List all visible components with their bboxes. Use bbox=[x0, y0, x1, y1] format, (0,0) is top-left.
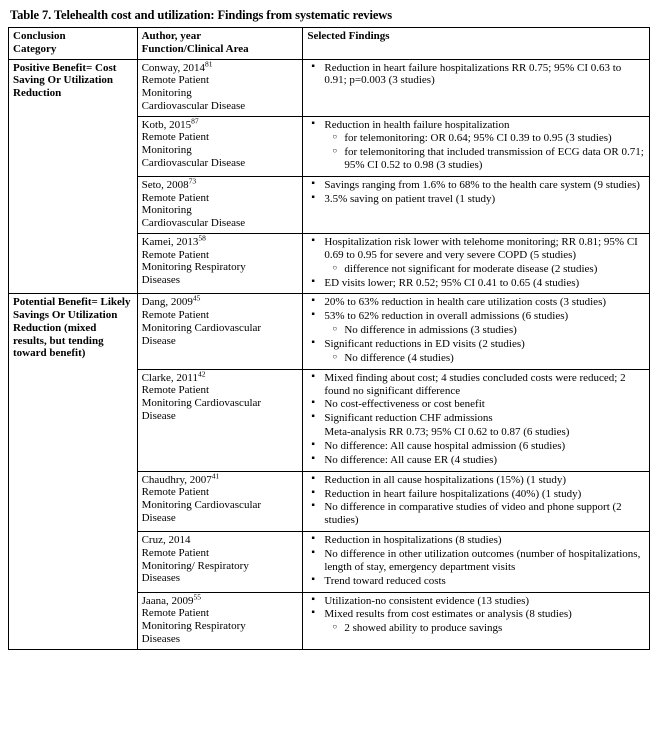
reference-superscript: 73 bbox=[188, 176, 197, 186]
findings-list bbox=[307, 372, 645, 467]
author-study-cell bbox=[137, 592, 303, 649]
author-study-cell bbox=[137, 369, 303, 471]
header-row bbox=[9, 28, 650, 60]
finding-item: ▪ Reduction in health failure hospitalization bbox=[324, 119, 645, 132]
author-detail-line: Remote Patient bbox=[141, 607, 210, 620]
findings-list bbox=[307, 534, 645, 587]
author-detail-line: Monitoring Cardiovascular bbox=[141, 397, 262, 410]
author-detail-line: Remote Patient bbox=[141, 486, 210, 499]
finding-item: ▪ 3.5% saving on patient travel (1 study) bbox=[324, 193, 645, 206]
findings-list bbox=[307, 62, 645, 88]
finding-sub-item: ○ difference not significant for moderate disease (2 studies) bbox=[344, 263, 645, 276]
author-name: Jaana, 2009 bbox=[141, 594, 194, 607]
author-detail-line: Cardiovascular Disease bbox=[141, 156, 246, 169]
finding-item: ▪ Savings ranging from 1.6% to 68% to the health care system (9 studies) bbox=[324, 179, 645, 192]
reference-superscript: 41 bbox=[211, 471, 220, 481]
finding-item: ▪ No difference: All cause ER (4 studies) bbox=[324, 454, 645, 467]
selected-findings-cell bbox=[303, 532, 650, 592]
finding-item: ▪ Hospitalization risk lower with telehome monitoring; RR 0.81; 95% CI 0.69 to 0.95 for severe and very severe COPD (5 studies) bbox=[324, 236, 645, 262]
findings-sublist bbox=[324, 622, 645, 635]
reference-superscript: 45 bbox=[192, 293, 201, 303]
author-detail-line: Diseases bbox=[141, 632, 181, 645]
author-detail-line: Remote Patient bbox=[141, 131, 210, 144]
author-name: Clarke, 2011 bbox=[141, 371, 199, 384]
author-detail-line: Remote Patient bbox=[141, 384, 210, 397]
author-study-cell bbox=[137, 532, 303, 592]
finding-sub-item: ○ for telemonitoring: OR 0.64; 95% CI 0.39 to 0.95 (3 studies) bbox=[344, 132, 645, 145]
author-study-cell bbox=[137, 294, 303, 369]
author-detail-line: Monitoring Respiratory bbox=[141, 620, 246, 633]
selected-findings-cell bbox=[303, 369, 650, 471]
finding-item: ▪ Significant reduction CHF admissions bbox=[324, 412, 645, 425]
findings-sublist bbox=[324, 324, 645, 337]
finding-item: ▪ Significant reductions in ED visits (2 studies) bbox=[324, 338, 645, 351]
reference-superscript: 58 bbox=[198, 233, 206, 243]
author-name: Cruz, 2014 bbox=[141, 534, 191, 547]
table-row bbox=[9, 294, 650, 369]
author-detail-line: Remote Patient bbox=[141, 74, 210, 87]
selected-findings-cell bbox=[303, 294, 650, 369]
findings-sublist bbox=[324, 132, 645, 172]
findings-list bbox=[307, 296, 645, 364]
conclusion-category-cell: Potential Benefit= Likely Savings Or Utilization Reduction (mixed results, but tending toward benefit) bbox=[9, 294, 138, 649]
author-detail-line: Disease bbox=[141, 334, 176, 347]
author-detail-line: Monitoring Respiratory bbox=[141, 261, 246, 274]
findings-list bbox=[307, 595, 645, 636]
telehealth-findings-table bbox=[8, 27, 650, 650]
conclusion-category-cell: Positive Benefit= Cost Saving Or Utilization Reduction bbox=[9, 59, 138, 294]
header-author-line2: Function/Clinical Area bbox=[141, 42, 249, 55]
reference-superscript: 81 bbox=[205, 58, 213, 68]
author-study-cell bbox=[137, 176, 303, 233]
finding-item: ▪ 53% to 62% reduction in overall admissions (6 studies) bbox=[324, 310, 645, 323]
finding-item: ▪ Reduction in heart failure hospitalizations RR 0.75; 95% CI 0.63 to 0.91; p=0.003 (3 studies) bbox=[324, 62, 645, 88]
finding-item: ▪ No difference: All cause hospital admission (6 studies) bbox=[324, 440, 645, 453]
author-detail-line: Diseases bbox=[141, 274, 181, 287]
findings-list bbox=[307, 474, 645, 527]
finding-item: ▪ ED visits lower; RR 0.52; 95% CI 0.41 to 0.65 (4 studies) bbox=[324, 277, 645, 290]
finding-item: ▪ Utilization-no consistent evidence (13 studies) bbox=[324, 595, 645, 608]
finding-item: ▪ No difference in comparative studies of video and phone support (2 studies) bbox=[324, 501, 645, 527]
author-detail-line: Remote Patient bbox=[141, 546, 210, 559]
author-study-cell bbox=[137, 59, 303, 116]
author-detail-line: Remote Patient bbox=[141, 248, 210, 261]
finding-sub-item: ○ No difference (4 studies) bbox=[344, 352, 645, 365]
author-study-cell bbox=[137, 471, 303, 531]
finding-sub-item: ○ 2 showed ability to produce savings bbox=[344, 622, 645, 635]
author-study-cell bbox=[137, 233, 303, 293]
header-selected-findings bbox=[303, 28, 650, 60]
finding-item: ▪ 20% to 63% reduction in health care utilization costs (3 studies) bbox=[324, 296, 645, 309]
author-detail-line: Monitoring bbox=[141, 204, 192, 217]
author-detail-line: Monitoring/ Respiratory bbox=[141, 559, 249, 572]
finding-item: ▪ Mixed finding about cost; 4 studies concluded costs were reduced; 2 found no significant difference bbox=[324, 372, 645, 398]
finding-item: ▪ Mixed results from cost estimates or analysis (8 studies) bbox=[324, 608, 645, 621]
finding-item: ▪ No difference in other utilization outcomes (number of hospitalizations, length of stay, emergency department visits bbox=[324, 548, 645, 574]
author-detail-line: Monitoring Cardiovascular bbox=[141, 499, 262, 512]
author-study-cell bbox=[137, 116, 303, 176]
selected-findings-cell bbox=[303, 176, 650, 233]
author-name: Kamei, 2013 bbox=[141, 235, 199, 248]
header-conclusion-line2: Category bbox=[13, 42, 57, 55]
author-name: Chaudhry, 2007 bbox=[141, 473, 212, 486]
table-row bbox=[9, 59, 650, 116]
selected-findings-cell bbox=[303, 233, 650, 293]
author-detail-line: Cardiovascular Disease bbox=[141, 217, 246, 230]
findings-sublist bbox=[324, 352, 645, 365]
author-name: Kotb, 2015 bbox=[141, 118, 192, 131]
author-detail-line: Disease bbox=[141, 409, 176, 422]
author-detail-line: Diseases bbox=[141, 572, 181, 585]
finding-sub-item: ○ for telemonitoring that included transmission of ECG data OR 0.71; 95% CI 0.52 to 0.98 (3 studies) bbox=[344, 146, 645, 172]
author-name: Seto, 2008 bbox=[141, 178, 189, 191]
table-title: Table 7. Telehealth cost and utilization: Findings from systematic reviews bbox=[10, 8, 392, 22]
reference-superscript: 42 bbox=[198, 369, 206, 379]
finding-item: ▪ No cost-effectiveness or cost benefit bbox=[324, 398, 645, 411]
header-conclusion-category bbox=[9, 28, 138, 60]
selected-findings-cell bbox=[303, 116, 650, 176]
findings-list bbox=[307, 119, 645, 172]
finding-sub-item: ○ No difference in admissions (3 studies) bbox=[344, 324, 645, 337]
selected-findings-cell bbox=[303, 59, 650, 116]
header-author-line1: Author, year bbox=[141, 30, 202, 42]
author-name: Dang, 2009 bbox=[141, 296, 193, 309]
author-detail-line: Cardiovascular Disease bbox=[141, 99, 246, 112]
findings-list bbox=[307, 236, 645, 289]
finding-item: ▪ Reduction in hospitalizations (8 studies) bbox=[324, 534, 645, 547]
selected-findings-cell bbox=[303, 592, 650, 649]
finding-item: ▪ Trend toward reduced costs bbox=[324, 575, 645, 588]
header-findings-label: Selected Findings bbox=[307, 30, 390, 42]
author-detail-line: Remote Patient bbox=[141, 309, 210, 322]
finding-item: ▪ Reduction in heart failure hospitalizations (40%) (1 study) bbox=[324, 488, 645, 501]
author-name: Conway, 2014 bbox=[141, 61, 206, 74]
author-detail-line: Monitoring bbox=[141, 87, 192, 99]
header-author-year bbox=[137, 28, 303, 60]
findings-sublist bbox=[324, 263, 645, 276]
finding-continuation: Meta-analysis RR 0.73; 95% CI 0.62 to 0.87 (6 studies) bbox=[324, 426, 570, 439]
findings-list bbox=[307, 179, 645, 206]
header-conclusion-line1: Conclusion bbox=[13, 30, 66, 42]
author-detail-line: Monitoring Cardiovascular bbox=[141, 321, 262, 334]
finding-item: ▪ Reduction in all cause hospitalizations (15%) (1 study) bbox=[324, 474, 645, 487]
selected-findings-cell bbox=[303, 471, 650, 531]
author-detail-line: Disease bbox=[141, 511, 176, 524]
table-header bbox=[9, 28, 650, 60]
reference-superscript: 87 bbox=[191, 115, 199, 125]
table-body bbox=[9, 59, 650, 649]
reference-superscript: 55 bbox=[193, 591, 202, 601]
author-detail-line: Monitoring bbox=[141, 144, 192, 156]
author-detail-line: Remote Patient bbox=[141, 191, 210, 204]
